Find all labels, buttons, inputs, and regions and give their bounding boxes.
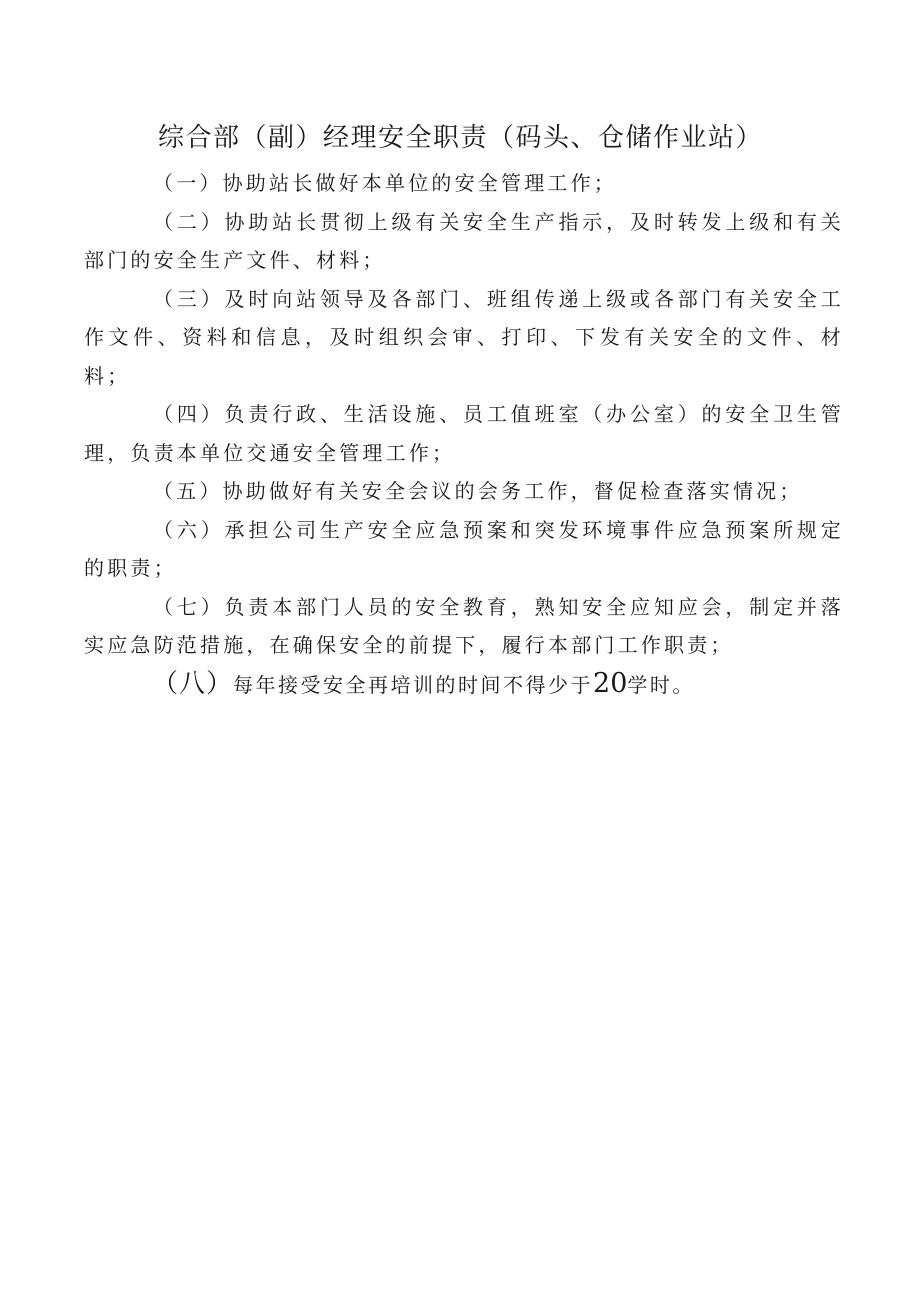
duty-item-3: （三）及时向站领导及各部门、班组传递上级或各部门有关安全工作文件、资料和信息，及时组织会审、打印、下发有关安全的文件、材料； xyxy=(84,286,844,388)
duty-item-8-text-after: 学时。 xyxy=(627,672,695,697)
duty-item-7: （七）负责本部门人员的安全教育，熟知安全应知应会，制定并落实应急防范措施，在确保安全的前提下，履行本部门工作职责； xyxy=(84,594,844,657)
duty-item-1: （一）协助站长做好本单位的安全管理工作； xyxy=(153,171,617,195)
duty-item-4: （四）负责行政、生活设施、员工值班室（办公室）的安全卫生管理，负责本单位交通安全管理工作； xyxy=(84,402,844,465)
duty-item-6: （六）承担公司生产安全应急预案和突发环境事件应急预案所规定的职责； xyxy=(84,517,844,580)
duty-item-8-label: （八） xyxy=(152,668,234,699)
duty-item-2: （二）协助站长贯彻上级有关安全生产指示，及时转发上级和有关部门的安全生产文件、材料； xyxy=(84,209,844,272)
duty-item-8-text-before: 每年接受安全再培训的时间不得少于 xyxy=(233,672,594,697)
duty-item-8 xyxy=(84,665,844,705)
duty-item-8-hours: 20 xyxy=(593,667,628,699)
duty-list xyxy=(84,164,844,704)
duty-item-5: （五）协助做好有关安全会议的会务工作，督促检查落实情况； xyxy=(153,479,803,503)
document-title: 综合部（副）经理安全职责（码头、仓储作业站） xyxy=(158,123,764,153)
